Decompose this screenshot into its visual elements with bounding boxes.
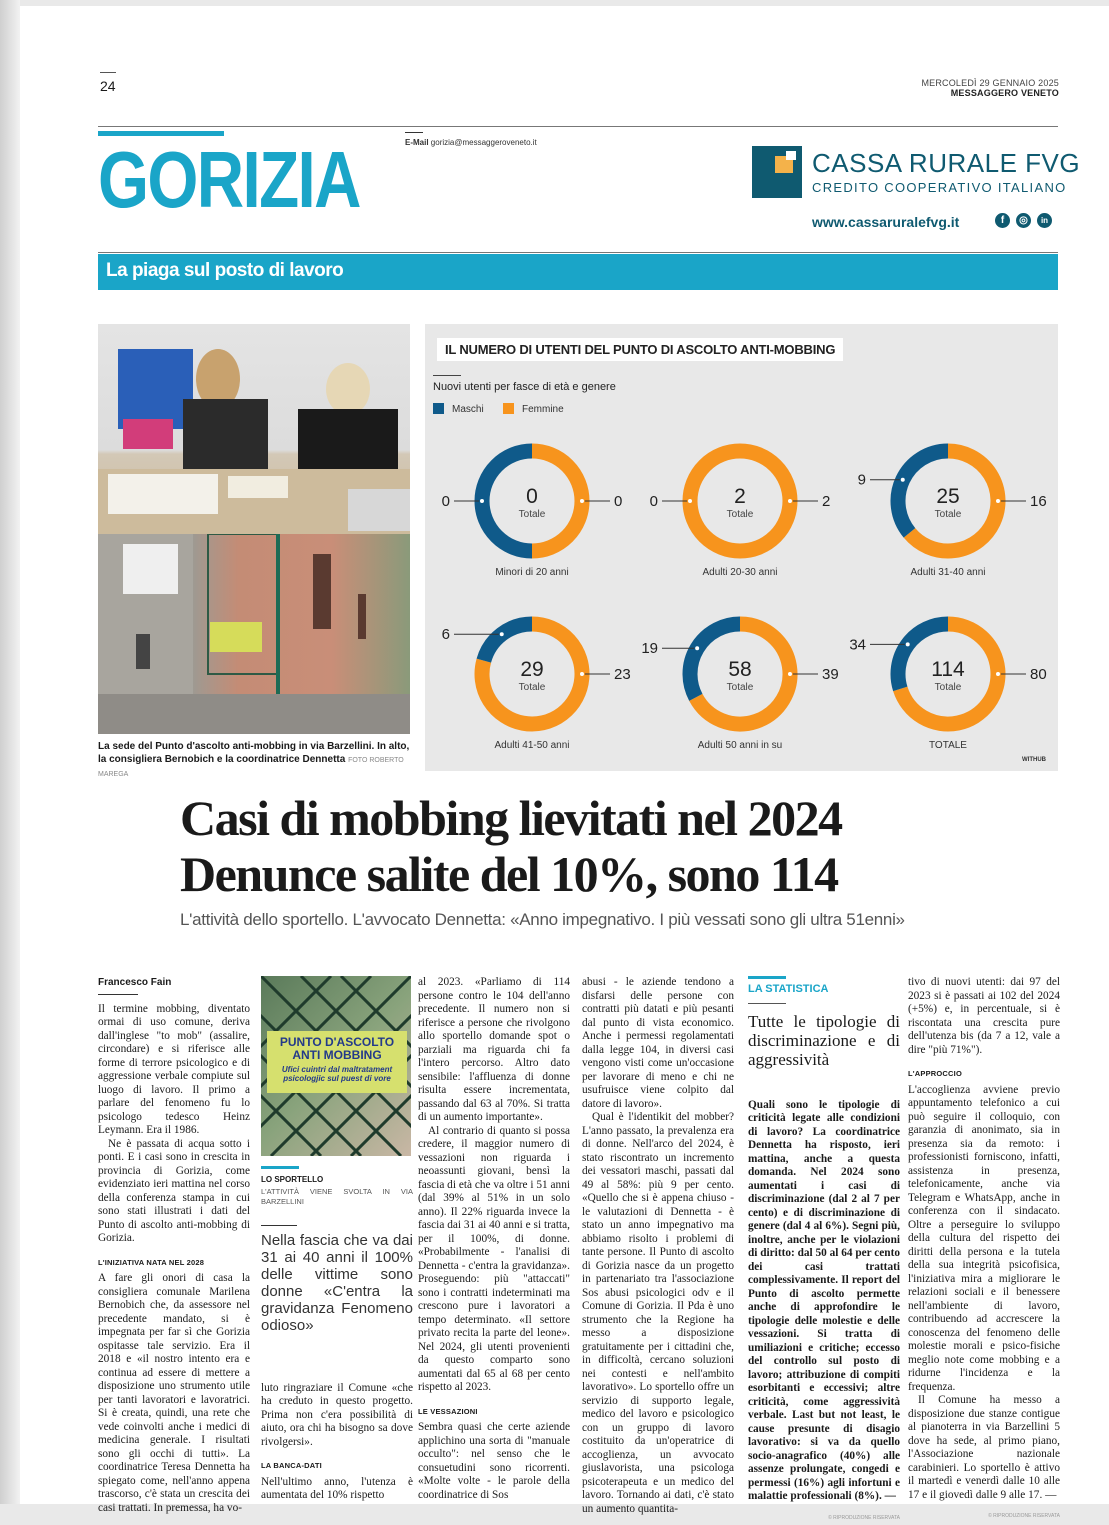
dateline bbox=[921, 78, 1059, 98]
column-6 bbox=[908, 976, 1060, 1524]
label-femmine: 39 bbox=[822, 666, 839, 683]
column-1 bbox=[98, 976, 250, 1515]
group-label: Adulti 31-40 anni bbox=[910, 567, 985, 578]
email-line bbox=[405, 138, 537, 147]
chart-subtitle: Nuovi utenti per fasce di età e genere bbox=[433, 381, 616, 393]
label-maschi: 6 bbox=[442, 626, 450, 643]
paragraph: L'accoglienza avviene previo appuntamento telefonico a cui può seguire il colloquio, con garanzia di anonimato, sia in presenza sia da remoto: i professionisti forniscono, infatti, assistenza in presenza, telefonicamente, anche via Telegram e WhatsApp, anche in conferenza con il sindacato. Oltre a perseguire lo sviluppo della cultura del rispetto dei diritti della persona e la tutela della sua integrità psicofisica, l'iniziativa mira a migliorare le relazioni sociali e il benessere nell'ambiente di lavoro, contribuendo ad accrescere la conoscenza del fenomeno delle molestie morali e psico-fisiche meglio note come mobbing e a ridurne l'incidenza e la frequenza. bbox=[908, 1084, 1060, 1395]
label-femmine: 16 bbox=[1030, 493, 1047, 510]
sign-line-1: PUNTO D'ASCOLTO bbox=[267, 1036, 407, 1049]
photo-stack bbox=[98, 324, 410, 734]
label-totale: 2 bbox=[734, 485, 746, 508]
photo-press-conference-art bbox=[98, 324, 410, 534]
label-totale: 25 bbox=[936, 485, 959, 508]
photo-caption bbox=[98, 740, 418, 781]
stat-accent bbox=[748, 976, 786, 979]
paragraph: Il termine mobbing, diventato ormai di uso comune, deriva dall'inglese "to mob" (assalire, circondare) e si riferisce alle forme di terrore psicologico e di aggressione verbale compiute sul luogo di lavoro. Il primo a parlare del fenomeno fu lo psicologo tedesco Heinz Leymann. Era il 1986. bbox=[98, 1003, 250, 1138]
leader-dot-maschi bbox=[480, 499, 485, 504]
infographic bbox=[425, 324, 1058, 771]
label-totale: 29 bbox=[520, 658, 543, 681]
headline-line-2: Denunce salite del 10%, sono 114 bbox=[180, 846, 842, 902]
leader-dot-femmine bbox=[580, 672, 585, 677]
stat-kicker: LA STATISTICA bbox=[748, 983, 900, 997]
linkedin-icon[interactable]: in bbox=[1037, 213, 1052, 228]
cassa-rurale-logo-icon bbox=[752, 146, 802, 198]
facebook-icon[interactable]: f bbox=[995, 213, 1010, 228]
paragraph: Nell'ultimo anno, l'utenza è aumentata del 10% rispetto bbox=[261, 1476, 413, 1503]
sign-text bbox=[267, 1031, 407, 1093]
group-label: TOTALE bbox=[929, 740, 967, 751]
copyright: © RIPRODUZIONE RISERVATA bbox=[748, 1512, 900, 1525]
section-heading: LE VESSAZIONI bbox=[418, 1405, 570, 1419]
paragraph: abusi - le aziende tendono a disfarsi delle persone con contratti più datati e più pesanti dal punto di vista economico. Anche i permessi regolamentati dalla legge 104, in diversi casi vengono visti come un'occasione per lavorare di meno e chi ne usufruisce viene colpito dal datore di lavoro». bbox=[582, 976, 734, 1111]
group-label: Adulti 41-50 anni bbox=[494, 740, 569, 751]
paragraph: Sembra quasi che certe aziende applichino una sorta di "manuale occulto": nel senso che le consuetudini sono ricorrenti. «Molte volte - le parole della coordinatrice di Sos bbox=[418, 1421, 570, 1502]
column-4 bbox=[582, 976, 734, 1516]
page-number: 24 bbox=[100, 78, 116, 94]
donut-slice-maschi bbox=[484, 624, 532, 661]
photo-caption-text: La sede del Punto d'ascolto anti-mobbing in via Barzellini. In alto, la consigliera Bernobich e la coordinatrice Dennetta bbox=[98, 741, 409, 765]
leader-dot-maschi bbox=[695, 646, 700, 651]
label-maschi: 9 bbox=[858, 472, 866, 489]
leader-dot-femmine bbox=[580, 499, 585, 504]
group-label: Adulti 50 anni in su bbox=[698, 740, 783, 751]
stat-title: Tutte le tipologie di discriminazione e di aggressività bbox=[748, 1003, 900, 1069]
photo-press-conference bbox=[98, 324, 410, 534]
headline bbox=[180, 790, 842, 902]
instagram-icon[interactable]: ◎ bbox=[1016, 213, 1031, 228]
photo-kicker-caption: L'ATTIVITÀ VIENE SVOLTA IN VIA BARZELLINI bbox=[261, 1187, 413, 1207]
label-femmine: 23 bbox=[614, 666, 631, 683]
paragraph: Al contrario di quanto si possa credere, il maggior numero di vessazioni non riguarda i neoassunti giovani, bensì la fascia di età che va oltre i 51 anni (dal 39% al 51% in un solo anno). Il 22% riguarda invece la fascia dai 31 ai 40 anni e si tratta, per il 100%, di donne. «Probabilmente - l'analisi di Dennetta - c'entra la gravidanza». Proseguendo: più "attaccati" sono i contratti indeterminati ma crescono pure i lavoratori a tempo determinato. «Il settore privato recita la parte del leone». Nel 2024, gli utenti provenienti da questo comparto sono aumentati dal 65 al 68 per cento rispetto al 2023. bbox=[418, 1125, 570, 1395]
label-maschi: 0 bbox=[650, 493, 658, 510]
newspaper-page bbox=[20, 6, 1109, 1504]
leader-dot-maschi bbox=[688, 499, 693, 504]
label-totale: 58 bbox=[728, 658, 751, 681]
stat-body: Quali sono le tipologie di criticità legate alle condizioni di lavoro? La coordinatrice Dennetta ha risposto, ieri mattina, anche a questa domanda. Nel 2024 sono aumentati i casi di discriminazione (dal 2 al 7 per cento) e di discriminazione di genere (dal 4 al 6%). Segni più, inoltre, anche per le violazioni di diritto: dal 50 al 64 per cento dei casi trattati complessivamente. Il report del Punto di ascolto permette anche di approfondire le tipologie delle molestie e delle vessazioni. Si tratta di umiliazioni e critiche; eccesso del controllo sul posto di lavoro; attribuzione di compiti esorbitanti e eccessivi; altre criticità, come aggressività verbale. Last but not least, le cause presunte di disagio lavorativo: si va da quello socio-anagrafico (40%) alle assenze prolungate, congedi e permessi (16%) agli infortuni e malattie professionali (8%). — bbox=[748, 1099, 900, 1504]
label-center-totale: Totale bbox=[727, 682, 754, 693]
section-heading: LA BANCA-DATI bbox=[261, 1459, 413, 1473]
column-3 bbox=[418, 976, 570, 1502]
leader-dot-femmine bbox=[788, 672, 793, 677]
leader-dot-maschi bbox=[499, 632, 504, 637]
label-totale: 0 bbox=[526, 485, 538, 508]
leader-dot-maschi bbox=[900, 477, 905, 482]
headline-line-1: Casi di mobbing lievitati nel 2024 bbox=[180, 790, 842, 846]
paragraph: A fare gli onori di casa la consigliera comunale Marilena Bernobich che, da assessore nel precedente mandato, si è impegnata per far sì che Gorizia ospitasse tale servizio. Era il 2018 e «il nostro intento era e continua ad essere di mettere a disposizione uno strumento utile per tanti lavoratori e lavoratrici. Si è creata, quindi, una rete che vede coinvolti anche i medici di medicina generale. I risultati sono gli occhi di tutti». La coordinatrice Teresa Dennetta ha spiegato come, nell'anno appena trascorso, c'è stata un crescita dei casi trattati. In premessa, ha vo- bbox=[98, 1272, 250, 1515]
label-femmine: 80 bbox=[1030, 666, 1047, 683]
legend-label-femmine: Femmine bbox=[522, 404, 564, 415]
header-rule bbox=[98, 126, 1058, 127]
email-address[interactable]: gorizia@messaggeroveneto.it bbox=[431, 138, 537, 147]
topic-title: La piaga sul posto di lavoro bbox=[106, 260, 343, 282]
leader-dot-femmine bbox=[996, 499, 1001, 504]
band-rule bbox=[98, 252, 1058, 253]
sign-line-3: Ufici cuintri dal maltratament psicologjic sul puest di vore bbox=[267, 1065, 407, 1083]
label-femmine: 0 bbox=[614, 493, 622, 510]
group-label: Adulti 20-30 anni bbox=[702, 567, 777, 578]
chart-source: WITHUB bbox=[1022, 757, 1046, 763]
label-totale: 114 bbox=[931, 658, 965, 681]
label-center-totale: Totale bbox=[935, 509, 962, 520]
paragraph: luto ringraziare il Comune «che ha creduto in questo progetto. Prima non c'era possibilità di aiuto, ora chi ha bisogno sa dove rivolgersi». bbox=[261, 1382, 413, 1450]
page-edge bbox=[0, 0, 20, 1504]
label-center-totale: Totale bbox=[727, 509, 754, 520]
paragraph: tivo di nuovi utenti: dai 97 del 2023 si è passati ai 102 del 2024 (+5%) e, in percentuale, si è riscontata una crescita pure dell'utenza bis (da 7 a 12, vale a dire "più 71%"). bbox=[908, 976, 1060, 1057]
label-femmine: 2 bbox=[822, 493, 830, 510]
label-center-totale: Totale bbox=[519, 682, 546, 693]
sign-line-2: ANTI MOBBING bbox=[267, 1049, 407, 1062]
section-heading: L'INIZIATIVA NATA NEL 2028 bbox=[98, 1256, 250, 1270]
leader-dot-femmine bbox=[788, 499, 793, 504]
leader-dot-maschi bbox=[905, 642, 910, 647]
label-center-totale: Totale bbox=[935, 682, 962, 693]
donut-slice-maschi bbox=[482, 451, 532, 551]
pull-quote: Nella fascia che va dai 31 ai 40 anni il 100% delle vittime sono donne «C'entra la gravidanza Fenomeno odioso» bbox=[261, 1225, 413, 1334]
donut-charts bbox=[425, 324, 1058, 771]
newspaper-name: MESSAGGERO VENETO bbox=[921, 88, 1059, 98]
author-byline: Francesco Fain bbox=[98, 976, 250, 995]
section-title: GORIZIA bbox=[98, 134, 360, 226]
paragraph: Il Comune ha messo a disposizione due stanze contigue al pianoterra in via Barzellini 5 dove ha sede, al primo piano, l'Associazione nazionale carabinieri. Lo sportello è attivo il martedì e venerdì dalle 10 alle 17 e il giovedì dalle 9 alle 17. — bbox=[908, 1394, 1060, 1502]
subheadline: L'attività dello sportello. L'avvocato Dennetta: «Anno impegnativo. I più vessati sono gli ultra 51enni» bbox=[180, 910, 905, 930]
photo-building-art bbox=[98, 534, 410, 734]
legend-label-maschi: Maschi bbox=[452, 404, 484, 415]
chart-title: IL NUMERO DI UTENTI DEL PUNTO DI ASCOLTO ANTI-MOBBING bbox=[437, 338, 843, 361]
photo-sign bbox=[261, 976, 411, 1156]
label-maschi: 0 bbox=[442, 493, 450, 510]
photo-kicker: LO SPORTELLO bbox=[261, 1173, 413, 1187]
paragraph: Qual è l'identikit del mobber? L'anno passato, la prevalenza era di donne. Nell'arco del 2024, è stato riscontrato un incremento dei vessatori maschi, passati dal 49 al 58%: più 9 per cento. «Quello che si è appena chiuso - le valutazioni di Dennetta - è stato un anno impegnativo ma abbiamo risolto i problemi di tante persone. Il Punto di ascolto di Gorizia nasce da un progetto in partenariato tra l'associazione Sos abusi psicologici odv e il Comune di Gorizia. Il Pda è uno strumento che la Regione ha messo a disposizione gratuitamente per i cittadini che, in difficoltà, cercano soluzioni nei contesti e nell'ambito lavorativo». Lo sportello offre un servizio di supporto legale, medico del lavoro e psicologico con un gruppo di lavoro costituito da un'operatrice di accoglienza, un avvocato giuslavorista, una psicologa psicoterapeuta e un medico del lavoro. Tornando ai dati, c'è stato un aumento quantita- bbox=[582, 1111, 734, 1516]
ad-brand: CASSA RURALE FVG bbox=[812, 148, 1080, 179]
label-maschi: 19 bbox=[641, 640, 658, 657]
donut-slice-femmine bbox=[532, 451, 582, 551]
topic-band bbox=[98, 254, 1058, 290]
paragraph: al 2023. «Parliamo di 114 persone contro le 104 dell'anno precedente. Il numero non si riferisce a persone che rivolgono allo sportello domande spot o parziali ma riguarda chi fa l'intero percorso. Altro dato sensibile: l'affluenza di donne risulta essere incrementata, passando dal 63 al 70%. Si tratta di un aumento importante». bbox=[418, 976, 570, 1125]
section-heading: L'APPROCCIO bbox=[908, 1067, 1060, 1081]
column-5-statistica bbox=[748, 976, 900, 1525]
kicker-accent bbox=[261, 1166, 299, 1169]
group-label: Minori di 20 anni bbox=[495, 567, 568, 578]
column-2 bbox=[261, 976, 413, 1503]
photo-building bbox=[98, 534, 410, 734]
photo-credit: FOTO ROBERTO MAREGA bbox=[98, 757, 404, 778]
ad-tagline: CREDITO COOPERATIVO ITALIANO bbox=[812, 180, 1067, 195]
email-label: E-Mail bbox=[405, 138, 429, 147]
paragraph: Ne è passata di acqua sotto i ponti. E i casi sono in crescita in provincia di Gorizia, come evidenziato ieri mattina nel corso della conferenza stampa in cui sono stati illustrati i dati del Punto di ascolto anti-mobbing di Gorizia. bbox=[98, 1138, 250, 1246]
label-center-totale: Totale bbox=[519, 509, 546, 520]
copyright: © RIPRODUZIONE RISERVATA bbox=[908, 1510, 1060, 1524]
leader-dot-femmine bbox=[996, 672, 1001, 677]
ad-url[interactable]: www.cassaruralefvg.it bbox=[812, 214, 959, 230]
date: MERCOLEDÌ 29 GENNAIO 2025 bbox=[921, 78, 1059, 88]
label-maschi: 34 bbox=[849, 636, 866, 653]
